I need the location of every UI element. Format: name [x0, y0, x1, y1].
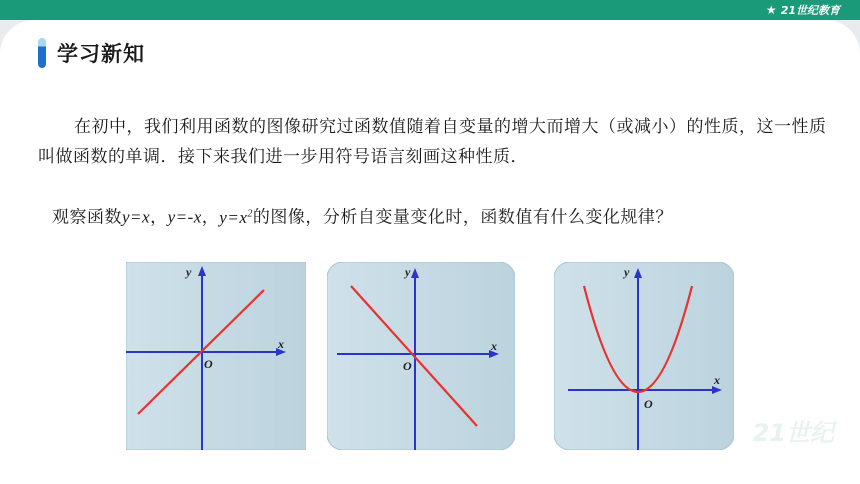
- brand-logo: [766, 2, 840, 18]
- graph-panel-square: [554, 262, 734, 450]
- question-prefix: 观察函数: [52, 207, 122, 228]
- origin-label: O: [644, 397, 653, 411]
- runner-icon: ★: [765, 3, 777, 17]
- top-banner: [0, 0, 860, 20]
- x-axis-label: x: [714, 373, 720, 387]
- question-text: [52, 200, 842, 232]
- graph-panel-negative: [327, 262, 515, 450]
- func-square-exponent: 2: [247, 208, 253, 219]
- x-axis-label: x: [491, 339, 497, 353]
- origin-label: O: [403, 359, 412, 373]
- func-identity: y=x: [122, 207, 151, 227]
- graph-negative: [327, 262, 515, 450]
- origin-label: O: [204, 357, 213, 371]
- page-title: 学习新知: [57, 42, 145, 66]
- y-axis-label: y: [186, 265, 192, 279]
- separator: ，: [201, 207, 220, 228]
- y-axis-label: y: [624, 265, 630, 279]
- graph-background: [554, 262, 734, 450]
- y-axis-label: y: [405, 265, 411, 279]
- intro-paragraph: 在初中，我们利用函数的图像研究过函数值随着自变量的增大而增大（或减小）的性质，这一性质叫做函数的单调．接下来我们进一步用符号语言刻画这种性质．: [38, 117, 827, 167]
- func-negative: y=-x: [167, 207, 202, 227]
- graph-square: [554, 262, 734, 450]
- func-square-base: y=x: [219, 207, 248, 227]
- func-square: [219, 208, 253, 227]
- question-suffix: 的图像，分析自变量变化时，函数值有什么变化规律？: [252, 207, 673, 228]
- x-axis-label: x: [278, 337, 284, 351]
- brand-name: 21世纪教育: [780, 4, 840, 17]
- graph-panel-identity: [126, 262, 306, 450]
- graph-background: [126, 262, 306, 450]
- graph-identity: [126, 262, 306, 450]
- separator: ，: [150, 207, 168, 228]
- title-accent-bar: [38, 38, 46, 68]
- watermark-logo: 21世纪: [752, 419, 834, 447]
- section-header: [38, 38, 145, 68]
